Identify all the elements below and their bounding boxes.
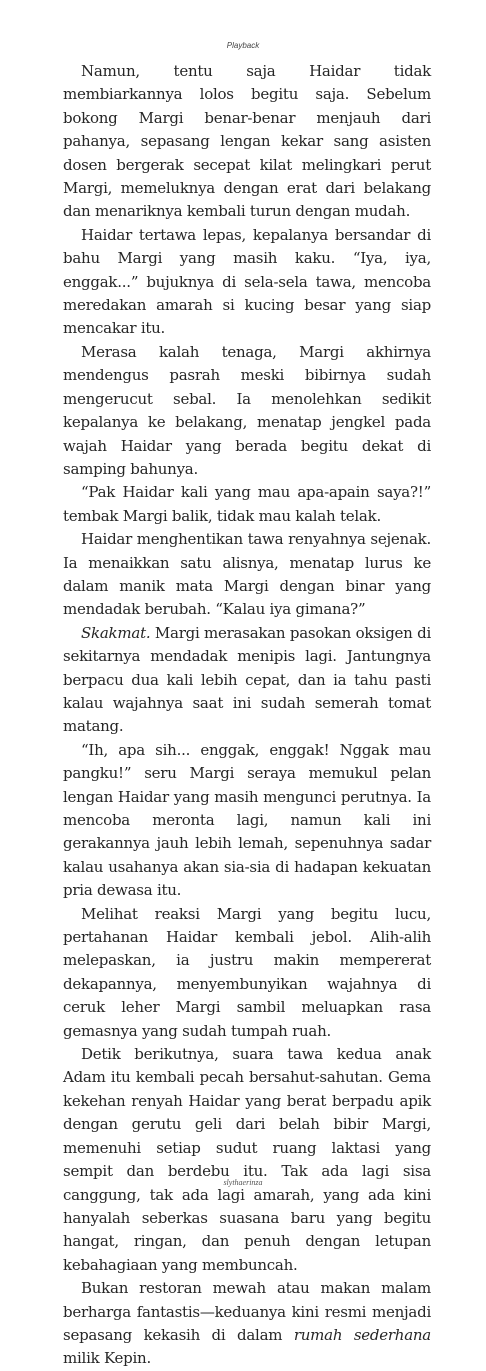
page-header-title: Playback: [226, 41, 260, 50]
story-body: [63, 60, 431, 1371]
text-segment: “Pak Haidar kali yang mau apa-apain saya?!” tembak Margi balik, tidak mau kalah telak.: [63, 483, 431, 525]
text-segment: “Ih, apa sih... enggak, enggak! Nggak mau pangku!” seru Margi seraya memukul pelan lengan Haidar yang masih mengunci perutnya. Ia mencoba meronta lagi, namun kali ini gerakannya jauh lebih lemah, sepenuhnya sadar kalau usahanya akan sia-sia di hadapan kekuatan pria dewasa itu.: [63, 740, 431, 900]
text-segment: milik Kepin.: [63, 1349, 151, 1368]
story-paragraph: [63, 341, 431, 481]
text-segment: Haidar tertawa lepas, kepalanya bersandar di bahu Margi yang masih kaku. “Iya, iya, enggak...” bujuknya di sela-sela tawa, mencoba meredakan amarah si kucing besar yang siap mencakar itu.: [63, 225, 431, 338]
italic-text-segment: rumah sederhana: [293, 1325, 431, 1344]
text-segment: Margi merasakan pasokan oksigen di sekitarnya mendadak menipis lagi. Jantungnya berpacu dua kali lebih cepat, dan ia tahu pasti kalau wajahnya saat ini sudah semerah tomat matang.: [63, 623, 432, 736]
text-segment: Merasa kalah tenaga, Margi akhirnya mendengus pasrah meski bibirnya sudah mengerucut sebal. Ia menolehkan sedikit kepalanya ke belakang, menatap jengkel pada wajah Haidar yang berada begitu dekat di samping bahunya.: [63, 342, 431, 478]
story-paragraph: [63, 622, 431, 739]
story-paragraph: [63, 739, 431, 903]
story-paragraph: [63, 903, 431, 1043]
story-paragraph: [63, 1043, 431, 1277]
story-paragraph: [63, 528, 431, 622]
story-paragraph: [63, 224, 431, 341]
text-segment: Haidar menghentikan tawa renyahnya sejenak. Ia menaikkan satu alisnya, menatap lurus ke dalam manik mata Margi dengan binar yang mendadak berubah. “Kalau iya gimana?”: [63, 530, 431, 619]
page-footer-credit: slythaerinza: [223, 1178, 263, 1187]
story-paragraph: [63, 481, 431, 528]
story-paragraph: [63, 1277, 431, 1371]
text-segment: Bukan restoran mewah atau makan malam berharga fantastis—keduanya kini resmi menjadi sepasang kekasih di dalam: [63, 1279, 431, 1344]
italic-text-segment: Skakmat.: [81, 623, 151, 642]
text-segment: Namun, tentu saja Haidar tidak membiarkannya lolos begitu saja. Sebelum bokong Margi benar-benar menjauh dari pahanya, sepasang lengan kekar sang asisten dosen bergerak secepat kilat melingkari perut Margi, memeluknya dengan erat dari belakang dan menariknya kembali turun dengan mudah.: [63, 62, 431, 221]
text-segment: Melihat reaksi Margi yang begitu lucu, pertahanan Haidar kembali jebol. Alih-alih melepaskan, ia justru makin mempererat dekapannya, menyembunyikan wajahnya di ceruk leher Margi sambil meluapkan rasa gemasnya yang sudah tumpah ruah.: [63, 904, 431, 1040]
story-paragraph: [63, 60, 431, 224]
text-segment: Detik berikutnya, suara tawa kedua anak Adam itu kembali pecah bersahut-sahutan. Gema kekehan renyah Haidar yang berat berpadu apik dengan gerutu geli dari belah bibir Margi, memenuhi setiap sudut ruang laktasi yang sempit dan berdebu itu. Tak ada lagi sisa canggung, tak ada lagi amarah, yang ada kini hanyalah seberkas suasana baru yang begitu hangat, ringan, dan penuh dengan letupan kebahagiaan yang membuncah.: [63, 1045, 431, 1274]
